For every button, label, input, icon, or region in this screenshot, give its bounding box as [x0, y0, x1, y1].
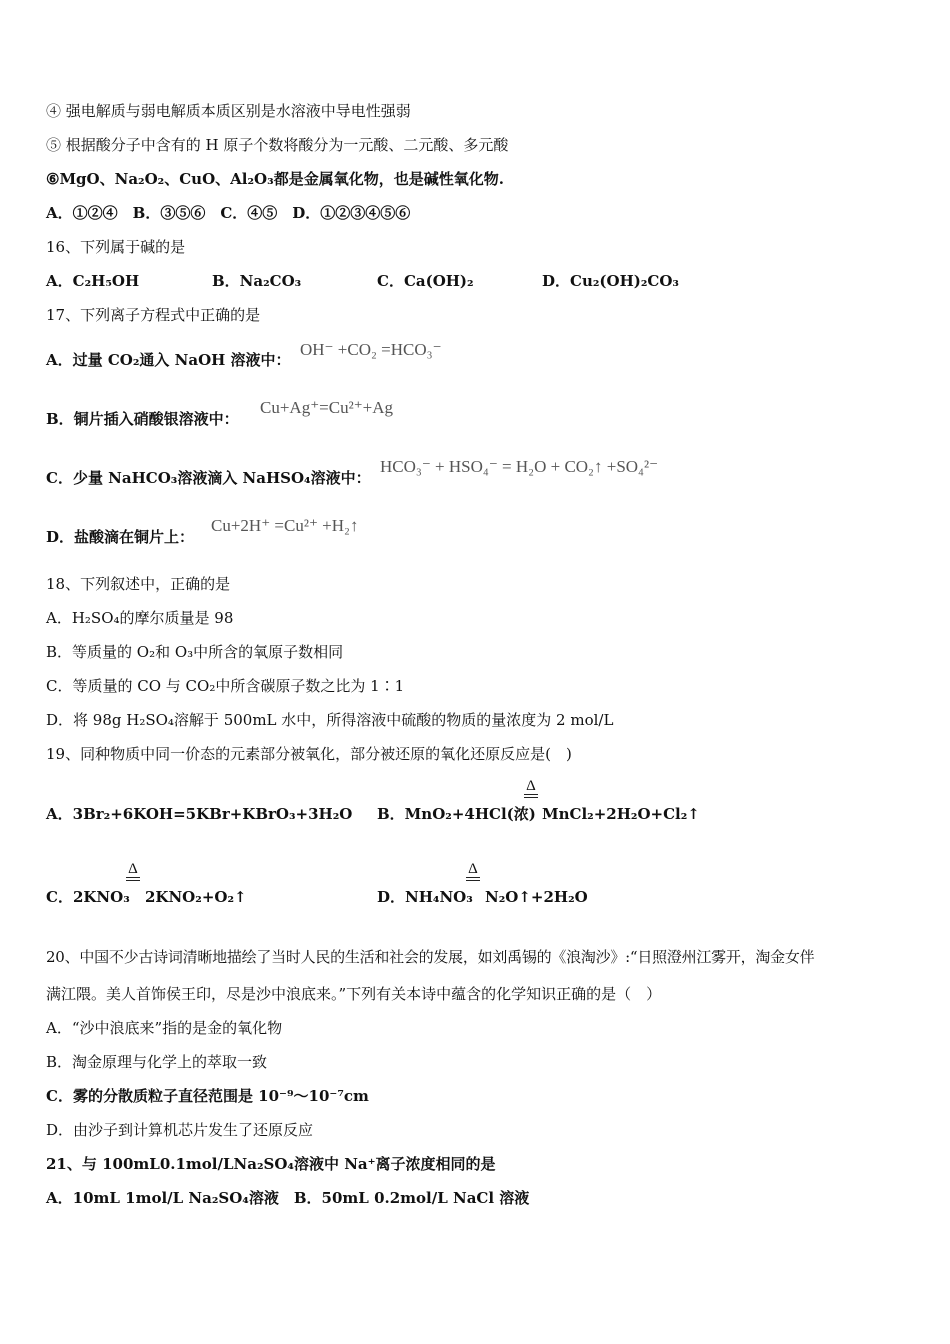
q20-option-a: A．“沙中浪底来”指的是金的氧化物 [46, 1019, 283, 1037]
q20-option-c: C．雾的分散质粒子直径范围是 10⁻⁹～10⁻⁷cm [46, 1087, 369, 1105]
q17-stem: 17、下列离子方程式中正确的是 [46, 306, 261, 324]
statement-4: ④ 强电解质与弱电解质本质区别是水溶液中导电性强弱 [46, 102, 411, 120]
q18-stem: 18、下列叙述中，正确的是 [46, 575, 231, 593]
q17-equation-b: Cu+Ag⁺=Cu²⁺+Ag [260, 398, 394, 417]
q20-option-b: B．淘金原理与化学上的萃取一致 [46, 1053, 268, 1071]
q16-option-c: C．Ca(OH)₂ [377, 272, 474, 290]
heating-sign-b [524, 779, 538, 798]
q16-option-b: B．Na₂CO₃ [212, 272, 302, 290]
heating-sign-c [126, 862, 140, 881]
q16-option-a: A．C₂H₅OH [46, 272, 140, 290]
q20-option-d: D．由沙子到计算机芯片发生了还原反应 [46, 1121, 314, 1139]
q18-option-a: A．H₂SO₄的摩尔质量是 98 [46, 609, 234, 627]
q17-option-a: A．过量 CO₂通入 NaOH 溶液中： [46, 351, 291, 369]
q17-option-c: C．少量 NaHCO₃溶液滴入 NaHSO₄溶液中： [46, 469, 371, 487]
q21-options-ab: A．10mL 1mol/L Na₂SO₄溶液 B．50mL 0.2mol/L NaCl 溶液 [46, 1189, 530, 1207]
q20-stem-line2: 满江隈。美人首饰侯王印，尽是沙中浪底来。”下列有关本诗中蕴含的化学知识正确的是（ ） [46, 985, 662, 1003]
q19-option-a: A．3Br₂+6KOH=5KBr+KBrO₃+3H₂O [46, 805, 353, 823]
q21-stem: 21、与 100mL0.1mol/LNa₂SO₄溶液中 Na⁺离子浓度相同的是 [46, 1155, 496, 1173]
heating-sign-d [466, 862, 480, 881]
q19-stem: 19、同种物质中同一价态的元素部分被氧化，部分被还原的氧化还原反应是( ) [46, 745, 572, 763]
q17-equation-c: HCO₃⁻ + HSO₄⁻ = H₂O + CO₂↑ +SO₄²⁻ [380, 457, 659, 476]
q17-option-d: D．盐酸滴在铜片上： [46, 528, 195, 546]
statement-5: ⑤ 根据酸分子中含有的 H 原子个数将酸分为一元酸、二元酸、多元酸 [46, 136, 509, 154]
q19-option-d-right: N₂O↑+2H₂O [485, 888, 588, 906]
q19-option-b-right: MnCl₂+2H₂O+Cl₂↑ [542, 805, 700, 823]
delta-symbol: Δ [468, 861, 478, 877]
q20-stem-line1: 20、中国不少古诗词清晰地描绘了当时人民的生活和社会的发展，如刘禹锡的《浪淘沙》:“日照澄州江雾开，淘金女伴 [46, 948, 815, 966]
q18-option-c: C．等质量的 CO 与 CO₂中所含碳原子数之比为 1∶1 [46, 677, 405, 695]
q17-equation-a: OH⁻ +CO₂ =HCO₃⁻ [300, 340, 442, 359]
q19-option-d-left: D．NH₄NO₃ [377, 888, 473, 906]
q19-option-b-left: B．MnO₂+4HCl(浓) [377, 805, 536, 823]
q17-equation-d: Cu+2H⁺ =Cu²⁺ +H₂↑ [211, 516, 359, 535]
delta-symbol: Δ [128, 861, 138, 877]
q16-option-d: D．Cu₂(OH)₂CO₃ [542, 272, 679, 290]
q16-stem: 16、下列属于碱的是 [46, 238, 186, 256]
delta-symbol: Δ [526, 778, 536, 794]
q17-option-b: B．铜片插入硝酸银溶液中： [46, 410, 239, 428]
q19-option-c-right: 2KNO₂+O₂↑ [145, 888, 247, 906]
statement-6: ⑥MgO、Na₂O₂、CuO、Al₂O₃都是金属氧化物，也是碱性氧化物. [46, 170, 504, 188]
q15-options: A．①②④ B．③⑤⑥ C．④⑤ D．①②③④⑤⑥ [46, 204, 411, 222]
q18-option-b: B．等质量的 O₂和 O₃中所含的氧原子数相同 [46, 643, 344, 661]
q19-option-c-left: C．2KNO₃ [46, 888, 130, 906]
q18-option-d: D．将 98g H₂SO₄溶解于 500mL 水中，所得溶液中硫酸的物质的量浓度为 2 mol/L [46, 711, 614, 729]
